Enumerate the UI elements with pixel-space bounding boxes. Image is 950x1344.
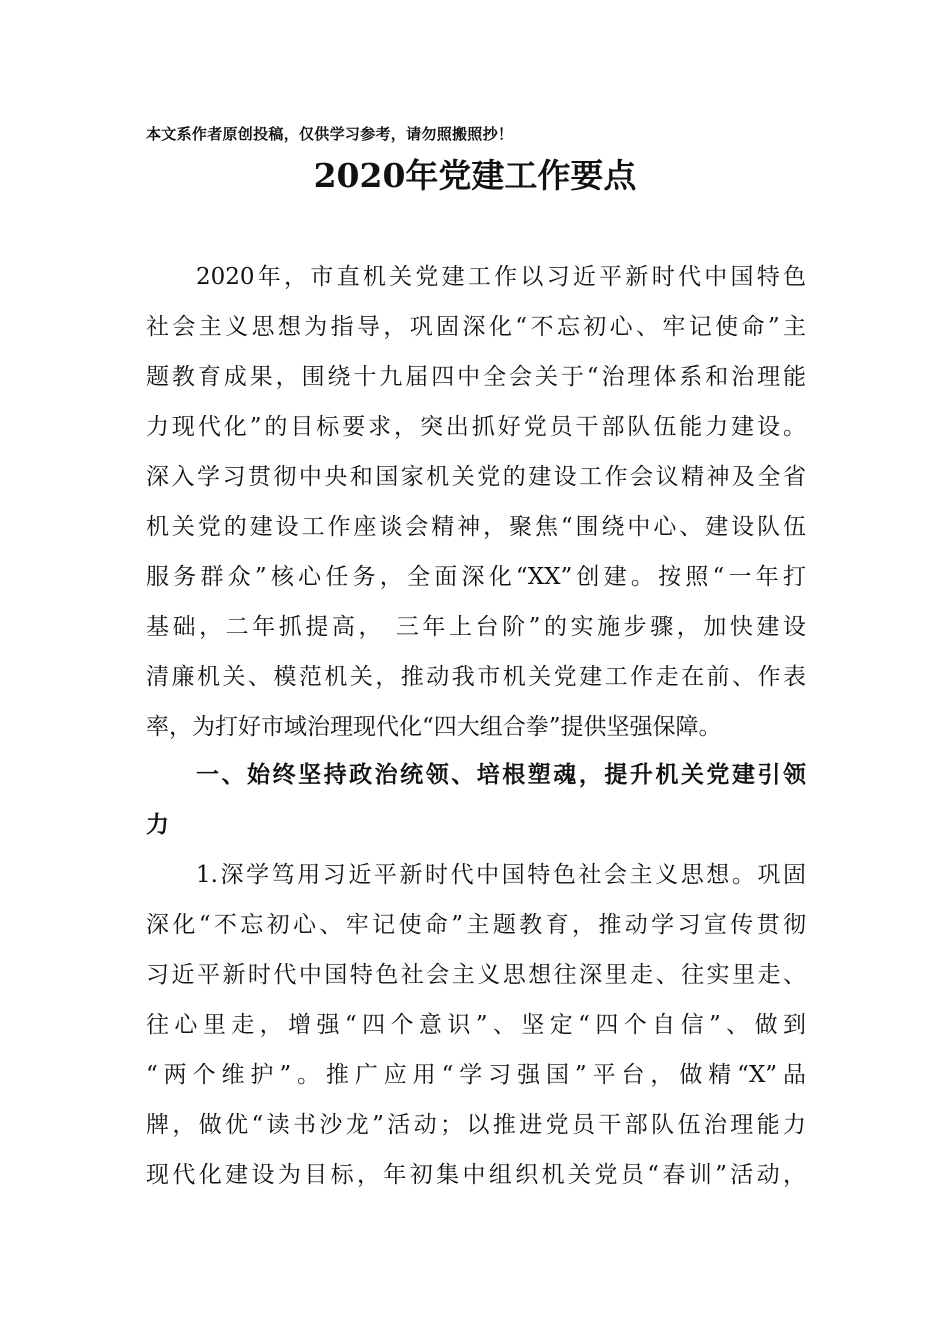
intro-line: 服务群众”核心任务，全面深化“XX”创建。按照“一年打 xyxy=(146,564,806,590)
item-line: 1.深学笃用习近平新时代中国特色社会主义思想。巩固 xyxy=(196,862,806,888)
intro-line: 机关党的建设工作座谈会精神，聚焦“围绕中心、建设队伍 xyxy=(146,514,806,540)
item-line: “两个维护”。推广应用“学习强国”平台，做精“X”品 xyxy=(146,1062,806,1088)
section-heading: 一、始终坚持政治统领、培根塑魂，提升机关党建引领 xyxy=(196,762,806,788)
item-line: 往心里走，增强“四个意识”、坚定“四个自信”、做到 xyxy=(146,1012,806,1038)
intro-line: 2020年，市直机关党建工作以习近平新时代中国特色 xyxy=(196,264,806,290)
intro-line: 基础，二年抓提高， 三年上台阶”的实施步骤，加快建设 xyxy=(146,614,806,640)
item-line: 习近平新时代中国特色社会主义思想往深里走、往实里走、 xyxy=(146,962,806,988)
intro-line: 清廉机关、模范机关，推动我市机关党建工作走在前、作表 xyxy=(146,664,806,690)
item-line: 牌，做优“读书沙龙”活动；以推进党员干部队伍治理能力 xyxy=(146,1112,806,1138)
item-line: 深化“不忘初心、牢记使命”主题教育，推动学习宣传贯彻 xyxy=(146,912,806,938)
intro-line: 力现代化”的目标要求，突出抓好党员干部队伍能力建设。 xyxy=(146,414,806,440)
copyright-notice: 本文系作者原创投稿，仅供学习参考，请勿照搬照抄！ xyxy=(146,125,514,143)
intro-line: 题教育成果，围绕十九届四中全会关于“治理体系和治理能 xyxy=(146,364,806,390)
intro-line: 社会主义思想为指导，巩固深化“不忘初心、牢记使命”主 xyxy=(146,314,806,340)
intro-line: 深入学习贯彻中央和国家机关党的建设工作会议精神及全省 xyxy=(146,464,806,490)
document-title: 2020年党建工作要点 xyxy=(313,156,637,195)
item-line: 现代化建设为目标，年初集中组织机关党员“春训”活动， xyxy=(146,1162,806,1188)
section-heading: 力 xyxy=(146,812,169,838)
intro-line: 率，为打好市域治理现代化“四大组合拳”提供坚强保障。 xyxy=(146,714,722,740)
